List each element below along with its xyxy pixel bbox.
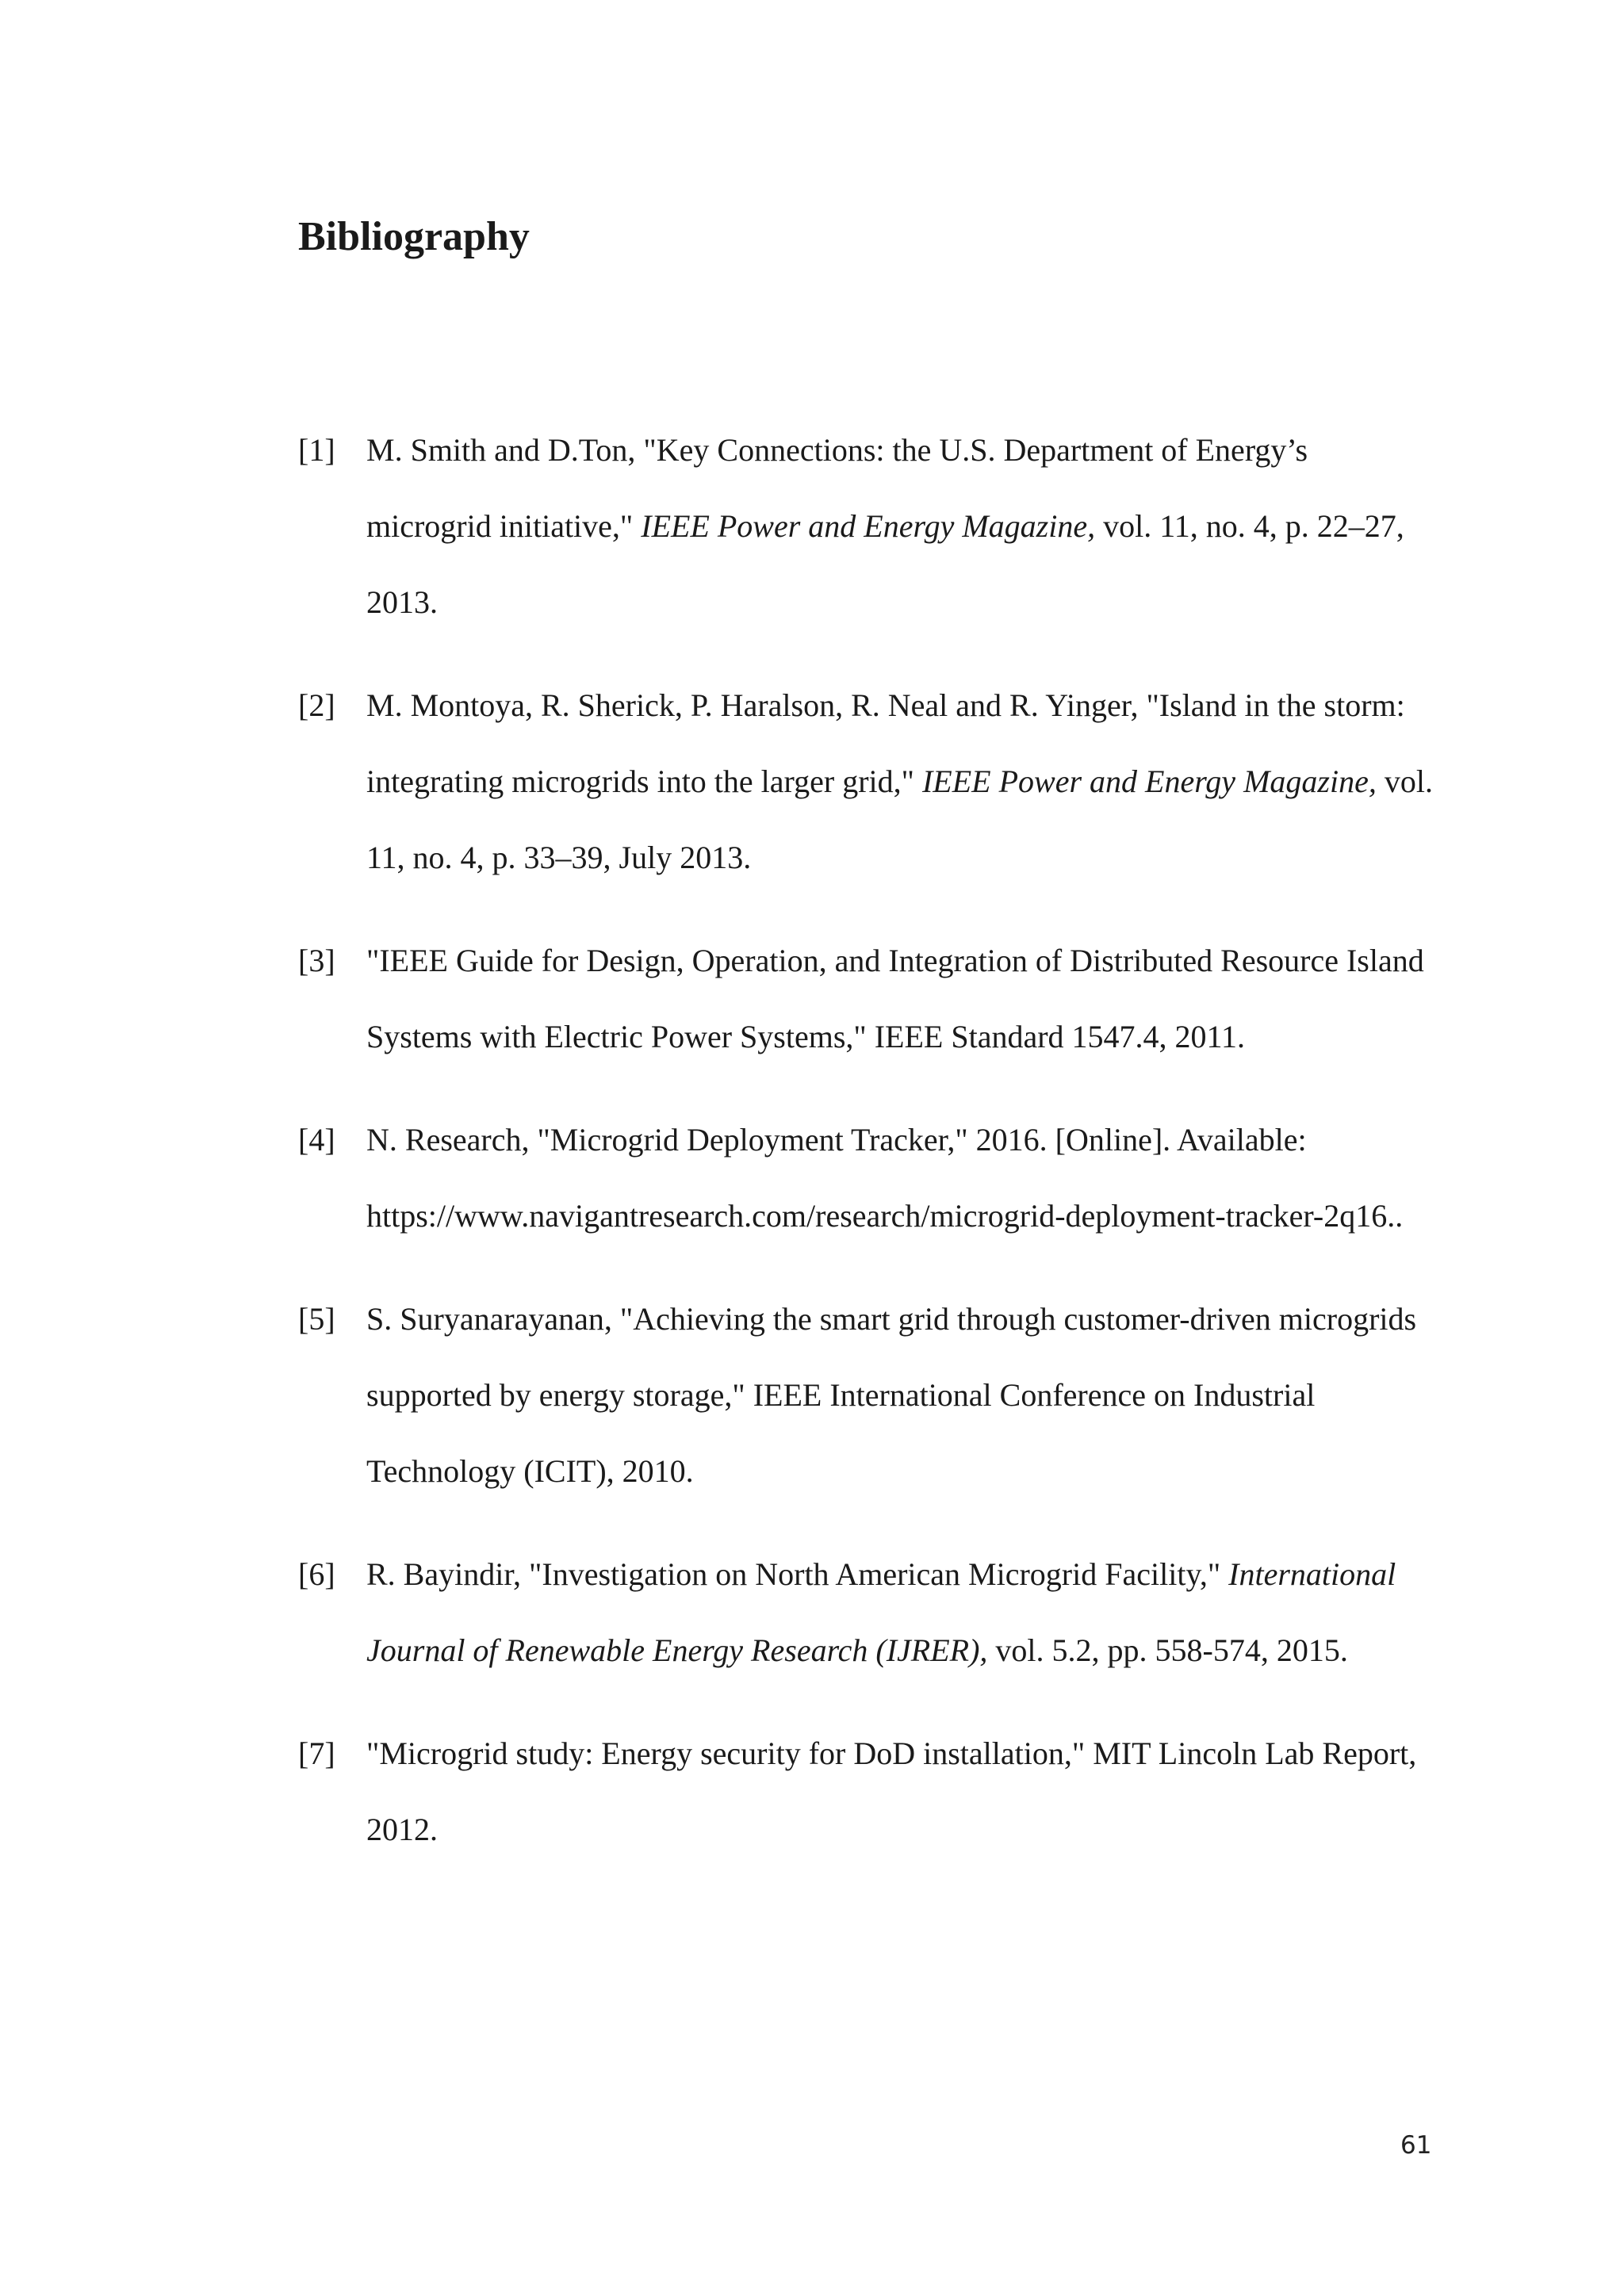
reference-item (298, 1716, 1440, 1868)
reference-item (298, 1281, 1440, 1510)
reference-segment: R. Bayindir, "Investigation on North American Microgrid Facility," (366, 1556, 1229, 1592)
reference-text (366, 1281, 1440, 1510)
reference-segment: S. Suryanarayanan, "Achieving the smart grid through customer-driven microgrids supported by energy storage," IEEE International Conference on Industrial Technology (ICIT), 2010. (366, 1301, 1417, 1489)
reference-item (298, 1536, 1440, 1689)
page-number: 61 (1400, 2131, 1432, 2160)
reference-number: [3] (298, 943, 335, 978)
reference-number: [1] (298, 432, 335, 468)
reference-text (366, 1102, 1440, 1254)
reference-segment: "Microgrid study: Energy security for DoD installation," MIT Lincoln Lab Report, 2012. (366, 1735, 1417, 1847)
reference-text (366, 668, 1440, 896)
reference-segment: M. Montoya, R. Sherick, P. Haralson, R. Neal and R. Yinger, "Island in the storm: integrating microgrids into the larger grid," (366, 687, 1405, 799)
reference-journal: International Journal of Renewable Energy Research (IJRER), (366, 1556, 1396, 1668)
page-title: Bibliography (298, 214, 530, 259)
reference-text (366, 412, 1440, 641)
reference-text (366, 1536, 1440, 1689)
reference-journal: IEEE Power and Energy Magazine, (921, 763, 1377, 799)
reference-item (298, 412, 1440, 641)
reference-segment: N. Research, "Microgrid Deployment Tracker," 2016. [Online]. Available: https://www.navigantresearch.com/research/microgrid-deployment-tracker-2q16.. (366, 1122, 1404, 1234)
reference-segment: vol. 11, no. 4, p. 22–27, 2013. (366, 508, 1404, 620)
reference-number: [2] (298, 687, 335, 723)
reference-item (298, 668, 1440, 896)
reference-item (298, 1102, 1440, 1254)
reference-item (298, 923, 1440, 1075)
reference-number: [5] (298, 1301, 335, 1337)
reference-segment: vol. 11, no. 4, p. 33–39, July 2013. (366, 763, 1433, 875)
reference-segment: "IEEE Guide for Design, Operation, and Integration of Distributed Resource Island Systems with Electric Power Systems," IEEE Standard 1547.4, 2011. (366, 943, 1424, 1054)
reference-list (298, 412, 1440, 1895)
reference-segment: M. Smith and D.Ton, "Key Connections: the U.S. Department of Energy’s microgrid initiative," (366, 432, 1308, 544)
reference-journal: IEEE Power and Energy Magazine, (641, 508, 1096, 544)
reference-text (366, 1716, 1440, 1868)
reference-segment: vol. 5.2, pp. 558-574, 2015. (987, 1632, 1348, 1668)
reference-number: [4] (298, 1122, 335, 1158)
reference-text (366, 923, 1440, 1075)
reference-number: [7] (298, 1735, 335, 1771)
reference-number: [6] (298, 1556, 335, 1592)
